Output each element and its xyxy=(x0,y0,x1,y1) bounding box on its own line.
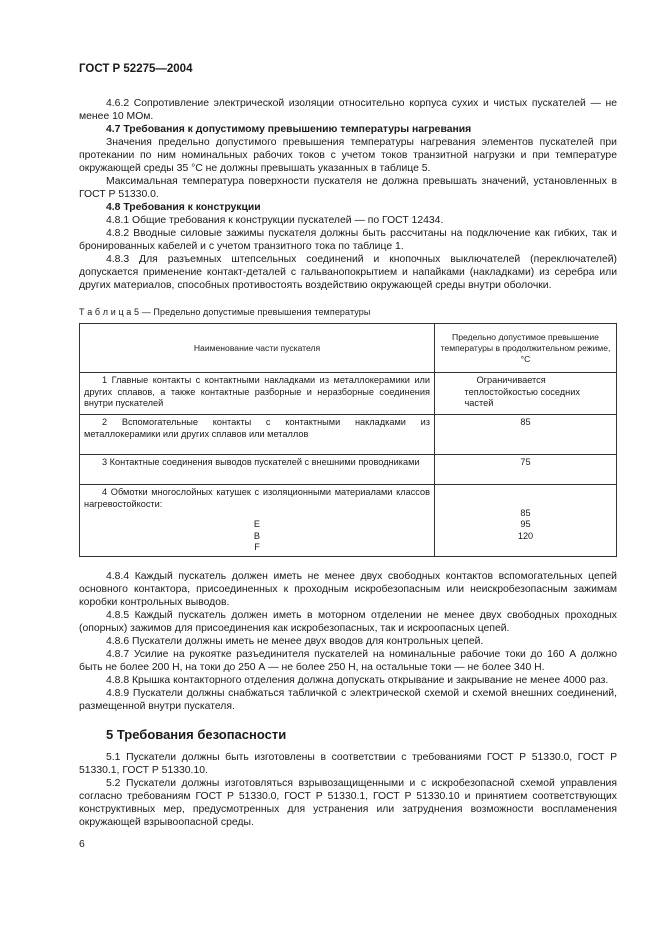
table-cell-value-text: Ограничивается теплостойкостью соседних частей xyxy=(464,375,580,408)
table-cell-name xyxy=(80,485,435,557)
table-header-part: Наименование части пускателя xyxy=(80,324,435,373)
table-cell-name-text: 4 Обмотки многослойных катушек с изоляционными материалами классов нагревостойкости: xyxy=(84,487,430,509)
grade-value: 95 xyxy=(520,519,531,529)
grade-value: 85 xyxy=(520,507,531,518)
table-cell-value xyxy=(435,485,617,557)
body-top xyxy=(79,97,617,292)
paragraph-4-6-2: 4.6.2 Сопротивление электрической изоляции относительно корпуса сухих и чистых пускателей — не менее 10 МОм. xyxy=(79,98,617,122)
grade-class: В xyxy=(253,530,261,541)
document-page xyxy=(79,62,617,850)
section-5-title: 5 Требования безопасности xyxy=(106,726,287,742)
paragraph-4-8-9: 4.8.9 Пускатели должны снабжаться табличкой с электрической схемой и схемой внешних соединений, размещенной внутри пускателя. xyxy=(79,687,617,712)
paragraph-4-8-6: 4.8.6 Пускатели должны иметь не менее двух вводов для контрольных цепей. xyxy=(106,635,484,647)
document-header: ГОСТ Р 52275—2004 xyxy=(79,63,193,75)
grade-class: F xyxy=(254,542,260,552)
table-header-value: Предельно допустимое превышение температуры в продолжительном режиме, °С xyxy=(435,324,617,373)
paragraph-4-8-3: 4.8.3 Для разъемных штепсельных соединений и кнопочных выключателей (переключателей) допускается применение контакт-деталей с гальванопокрытием и напайками (накладками) из серебра или других материалов, способных противостоять воздействию окружающей среды внутри оболочки. xyxy=(79,254,617,291)
grade-class: Е xyxy=(253,519,261,529)
paragraph-4-7-b: Максимальная температура поверхности пускателя не должна превышать значений, установленных в ГОСТ Р 51330.0. xyxy=(79,176,617,200)
paragraph-5-2: 5.2 Пускатели должны изготовляться взрывозащищенными и с искробезопасной схемой управления согласно требованиям ГОСТ Р 51330.0, ГОСТ Р 51330.1, ГОСТ Р 51330.10 и принятием соответствующих конструктивных мер, предусмотренных для устранения или затруднения возможности воспламенения окружающей взрывоопасной среды. xyxy=(79,777,617,828)
table-row xyxy=(80,415,617,455)
heading-4-7: 4.7 Требования к допустимому превышению температуры нагревания xyxy=(106,124,472,135)
paragraph-4-8-8: 4.8.8 Крышка контакторного отделения должна допускать открывание и закрывание не менее 4000 раз. xyxy=(106,674,609,686)
table-cell-value: 85 xyxy=(435,415,617,455)
table-row xyxy=(80,373,617,415)
paragraph-4-7-a: Значения предельно допустимого превышения температуры нагревания элементов пускателей при протекании по ним номинальных рабочих токов с учетом токов транзитной нагрузки и при температуре окружающей среды 35 °С не должны превышать указанных в таблице 5. xyxy=(79,137,617,174)
page-number: 6 xyxy=(79,838,85,850)
paragraph-4-8-4: 4.8.4 Каждый пускатель должен иметь не менее двух свободных контактов вспомогательных цепей основного контактора, присоединенных к проходным искробезопасным или неискробезопасным зажимам коробки контрольных выводов. xyxy=(79,570,617,608)
table-cell-value: 75 xyxy=(435,455,617,485)
paragraph-4-8-2: 4.8.2 Вводные силовые зажимы пускателя должны быть рассчитаны на подключение как гибких, так и бронированных кабелей и с учетом транзитного тока по таблице 1. xyxy=(79,228,617,252)
paragraph-4-8-7: 4.8.7 Усилие на рукоятке разъединителя пускателей на номинальные рабочие токи до 160 А должно быть не более 200 Н, на токи до 250 А — не более 250 Н, на остальные токи — не более 340 Н. xyxy=(79,648,617,673)
table-cell-name: 1 Главные контакты с контактными накладками из металлокерамики или других сплавов, а также контактные разборные и неразборные соединения внутри пускателей xyxy=(80,373,435,415)
table-caption: Т а б л и ц а 5 — Предельно допустимые превышения температуры xyxy=(79,307,371,317)
body-mid xyxy=(79,570,617,713)
paragraph-4-8-1: 4.8.1 Общие требования к конструкции пускателей — по ГОСТ 12434. xyxy=(106,215,444,226)
temperature-table xyxy=(79,323,617,557)
table-cell-name: 2 Вспомогательные контакты с контактными накладками из металлокерамики или других сплавов или металлов xyxy=(80,415,435,455)
grade-value: 120 xyxy=(517,530,534,541)
paragraph-4-8-5: 4.8.5 Каждый пускатель должен иметь в моторном отделении не менее двух свободных проходных (опорных) зажимов для присоединения как искробезопасных, так и искроопасных цепей. xyxy=(79,609,617,634)
table-cell-name: 3 Контактные соединения выводов пускателей с внешними проводниками xyxy=(80,455,435,485)
table-row xyxy=(80,455,617,485)
table-row xyxy=(80,485,617,557)
paragraph-5-1: 5.1 Пускатели должны быть изготовлены в соответствии с требованиями ГОСТ Р 51330.0, ГОСТ Р 51330.1, ГОСТ Р 51330.10. xyxy=(79,751,617,776)
table-header-row xyxy=(80,324,617,373)
table-cell-value xyxy=(435,373,617,415)
heading-4-8: 4.8 Требования к конструкции xyxy=(106,202,261,213)
